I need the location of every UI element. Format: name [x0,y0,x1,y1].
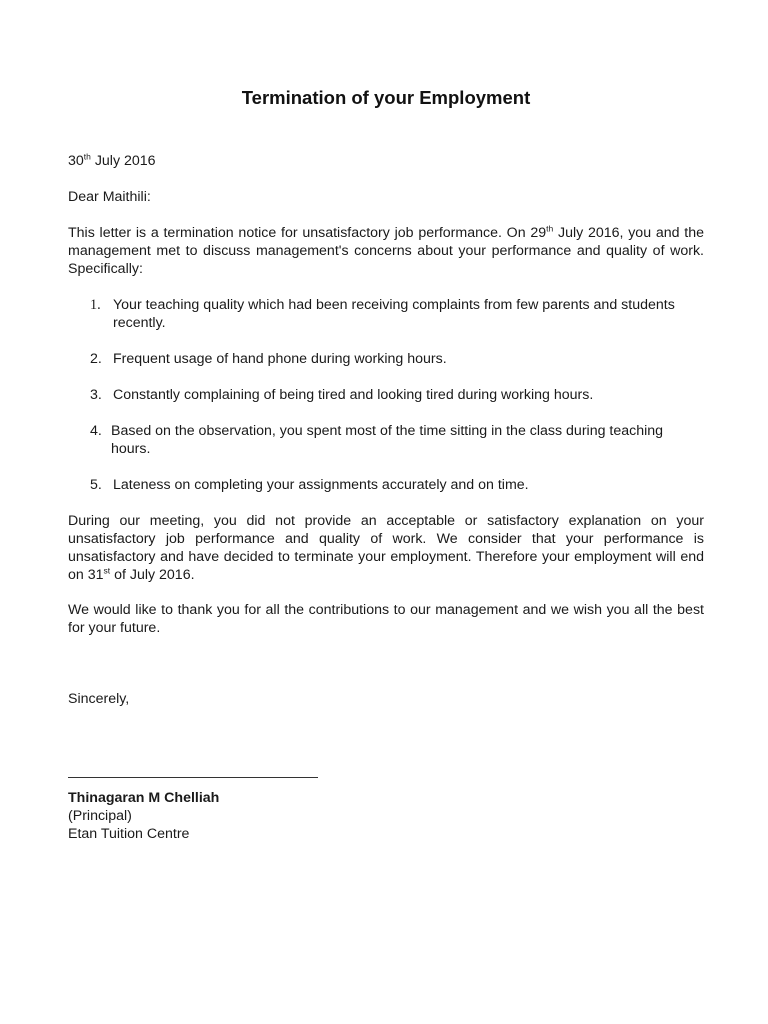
letter-page [68,0,704,1024]
list-item-number: 4. [90,423,102,439]
closing: Sincerely, [68,691,130,707]
meeting-text-start: During our meeting, you did not provide an acceptable or satisfactory explanation on your unsatisfactory job performance and quality of work. We consider that your performance is unsatisfactory and have decided to terminate your employment. Therefore your employment will end on 31 [68,513,704,583]
list-item [90,296,704,332]
meeting-text-end: of July 2016. [110,567,195,583]
salutation: Dear Maithili: [68,189,151,205]
end-date-suffix: st [103,565,111,576]
list-item-text: Frequent usage of hand phone during working hours. [113,351,447,367]
list-item-number: 1. [90,297,101,313]
date-day-suffix: th [83,151,91,162]
list-item-number: 2. [90,351,102,367]
list-item [90,386,704,404]
list-item [90,476,704,494]
list-item [90,350,704,368]
signatory-role: (Principal) [68,808,132,824]
signature-line [68,766,318,778]
intro-text-start: This letter is a termination notice for unsatisfactory job performance. On 29 [68,225,547,241]
intro-date-suffix: th [546,223,554,234]
list-item [90,422,704,458]
signatory-organization: Etan Tuition Centre [68,826,190,842]
intro-text-end: July 2016, you and the management met to discuss management's concerns about your performance and quality of work. Specifically: [68,225,704,277]
date-month-year: July 2016 [90,153,156,169]
letter-date [68,152,704,170]
intro-paragraph [68,224,704,278]
list-item-text: Lateness on completing your assignments accurately and on time. [113,477,529,493]
list-item-number: 5. [90,477,102,493]
letter-title: Termination of your Employment [241,87,531,109]
date-day: 30 [68,153,84,169]
list-item-text: Your teaching quality which had been receiving complaints from few parents and students recently. [113,297,675,331]
list-item-text: Based on the observation, you spent most of the time sitting in the class during teaching hours. [111,423,664,457]
meeting-paragraph [68,512,704,584]
thanks-paragraph: We would like to thank you for all the contributions to our management and we wish you all the best for your future. [68,602,704,636]
list-item-number: 3. [90,387,102,403]
list-item-text: Constantly complaining of being tired and looking tired during working hours. [113,387,594,403]
signatory-name: Thinagaran M Chelliah [68,790,220,806]
